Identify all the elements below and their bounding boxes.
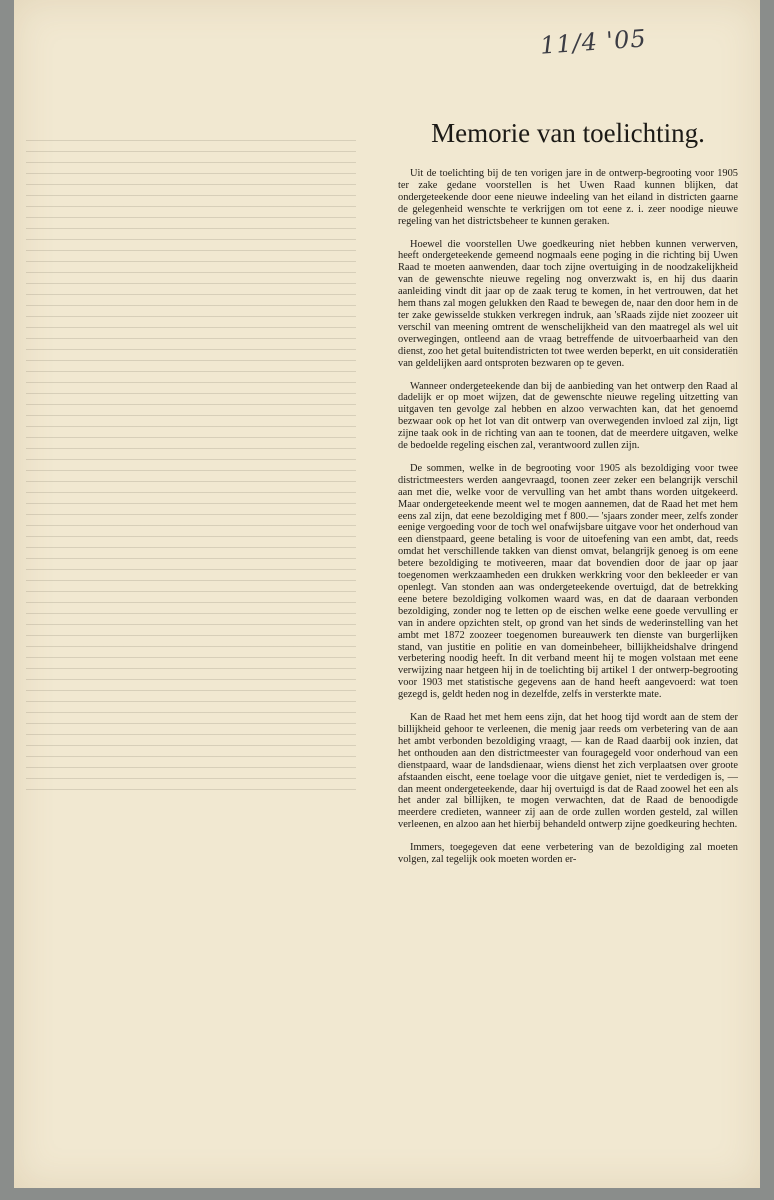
paragraph-5: Kan de Raad het met hem eens zijn, dat het hoog tijd wordt aan de stem der billijkheid gehoor te verleenen, die menig jaar reeds om verbetering van de aan het ambt verbonden bezoldiging vraagt, — kan de Raad daarbij ook inzien, dat het onthouden aan den districtmeester van fouragegeld voor onderhoud van een dienstpaard, waar de landsdienaar, wiens dienst het zich verplaatsen over groote afstaanden eischt, eene toelage voor die uitgave geniet, niet te verdedigen is, — dan meent ondergeteekende, daar hij overtuigd is dat de Raad zoowel het een als het ander zal billijken, te mogen verwachten, dat de Raad de benoodigde meerdere credieten, wanneer zij aan de orde zullen worden gesteld, zal willen verleenen, en alzoo aan het hierbij behandeld ontwerp zijne goedkeuring hechten. bbox=[398, 712, 738, 831]
handwritten-date-note: 11/4 '05 bbox=[539, 24, 648, 60]
paragraph-1: Uit de toelichting bij de ten vorigen jare in de ontwerp-begrooting voor 1905 ter zake gedane voorstellen is het Uwen Raad kunnen blijken, dat ondergeteekende door eene nieuwe indeeling van het eiland in districten gaarne de gelegenheid wenschte te verkrijgen om tot eene z. i. zeer noodige nieuwe regeling van het districtsbeheer te kunnen geraken. bbox=[398, 168, 738, 227]
document-title: Memorie van toelichting. bbox=[431, 118, 705, 148]
paragraph-2: Hoewel die voorstellen Uwe goedkeuring niet hebben kunnen verwerven, heeft ondergeteekende gemeend nogmaals eene poging in die richting bij Uwen Raad te moeten aanwenden, daar toch zijne overtuiging in de noodzakelijkheid van de gewenschte nieuwe regeling nog onverzwakt is, en hij dus daarin aanleiding vindt dit jaar op de zaak terug te komen, in het vertrouwen, dat het hem thans zal mogen gelukken den Raad te bewegen de, naar den door hem in de ter zake gewisselde stukken verkregen indruk, aan 'sRaads zijde niet zoozeer uit verschil van meening omtrent de wenschelijkheid van den maatregel als wel uit overwegingen, ontleend aan de vraag betreffende de uitvoerbaarheid van den dienst, zoo het getal buitendistricten tot twee werden beperkt, en uit consideratiën van geldelijken aard ontsproten bezwaren op te geven. bbox=[398, 238, 738, 369]
bleed-through-text bbox=[26, 140, 356, 800]
paragraph-3: Wanneer ondergeteekende dan bij de aanbieding van het ontwerp den Raad al dadelijk er op moet wijzen, dat de gewenschte nieuwe regeling uitzetting van uitgaven ten gevolge zal hebben en alzoo verwachten kan, dat het genoemd bezwaar ook op het lot van dit ontwerp van overwegenden invloed zal zijn, ligt zijne taak ook in de richting van aan te toonen, dat de meerdere uitgaven, welke de bedoelde regeling eischen zal, verantwoord zullen zijn. bbox=[398, 380, 738, 452]
paragraph-6: Immers, toegegeven dat eene verbetering van de bezoldiging zal moeten volgen, zal tegelijk ook moeten worden er- bbox=[398, 842, 738, 866]
paragraph-4: De sommen, welke in de begrooting voor 1905 als bezoldiging voor twee districtmeesters werden aangevraagd, toonen zeer zeker een belangrijk verschil aan met die, welke voor de vervulling van het ambt thans worden uitgekeerd. Maar ondergeteekende meent wel te mogen aannemen, dat de Raad het met hem eens zal zijn, dat eene bezoldiging met f 800.— 'sjaars zonder meer, zelfs zonder eenige vergoeding voor de toch wel onafwijsbare uitgave voor het onderhoud van een dienstpaard, geene betaling is voor de uitoefening van een ambt, dat, reeds omdat het verschillende takken van dienst omvat, belangrijk genoeg is om eene betere bezoldiging te motiveeren, maar dat bovendien door de jaar op jaar toegenomen werkzaamheden een drukken werkkring voor den bekleeder er van openlegt. Van stonden aan was ondergeteekende overtuigd, dat de betrekking eene betere bezoldiging volkomen waard was, en dat de daaraan verbonden bezoldiging, zonder nog te letten op de eischen welke eene goede vervulling er van in andere opzichten stelt, op grond van het sinds de wederinstelling van het ambt met 1872 zoozeer toegenomen bureauwerk ten dienste van burgerlijken stand, van justitie en politie en van domeinbeheer, billijkheidshalve dringend verbetering noodig heeft. In dit verband meent hij te mogen volstaan met eene verwijzing naar hetgeen hij in de toelichting bij artikel 1 der ontwerp-begrooting voor 1903 met statistische gegevens aan de hand heeft aangevoerd: wat toen gezegd is, geldt heden nog in dezelfde, zelfs in versterkte mate. bbox=[398, 462, 738, 701]
document-body bbox=[398, 168, 738, 1188]
